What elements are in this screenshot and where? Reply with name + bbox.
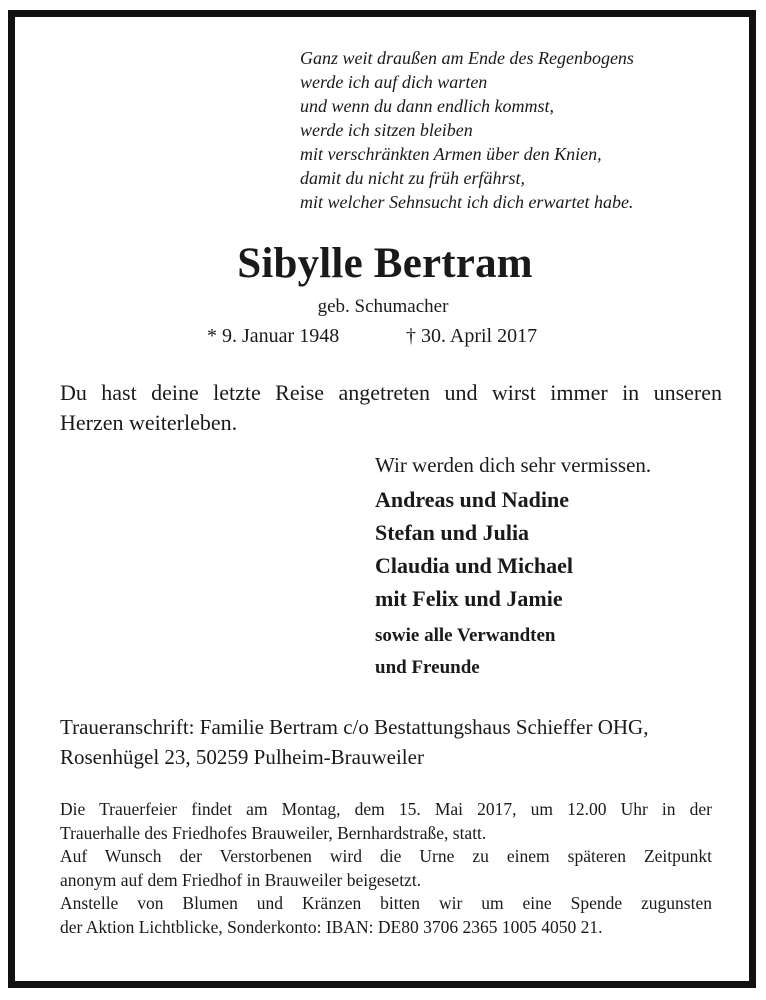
relatives-text: und Freunde <box>375 657 480 678</box>
address-line: Traueranschrift: Familie Bertram c/o Bestattungshaus Schieffer OHG, <box>60 715 649 739</box>
details-line: anonym auf dem Friedhof in Brauweiler beigesetzt. <box>60 869 422 890</box>
mourner-name: Claudia und Michael <box>375 553 574 578</box>
poem-line: damit du nicht zu früh erfährst, <box>300 168 526 188</box>
maiden-name: geb. Schumacher <box>317 296 449 317</box>
farewell-message <box>60 378 722 438</box>
details-line: Trauerhalle des Friedhofes Brauweiler, Bernhardstraße, statt. <box>60 822 487 843</box>
mourner-name: Stefan und Julia <box>375 520 530 545</box>
poem-line: Ganz weit draußen am Ende des Regenbogens <box>300 48 634 68</box>
details-line: der Aktion Lichtblicke, Sonderkonto: IBAN: DE80 3706 2365 1005 4050 21. <box>60 916 603 937</box>
farewell-line: Herzen weiterleben. <box>60 410 238 435</box>
memorial-poem <box>300 46 740 214</box>
details-line: Anstelle von Blumen und Kränzen bitten wir um eine Spende zugunsten <box>60 893 712 913</box>
details-line: Die Trauerfeier findet am Montag, dem 15. Mai 2017, um 12.00 Uhr in der <box>60 799 712 819</box>
poem-line: und wenn du dann endlich kommst, <box>300 96 554 116</box>
address-line: Rosenhügel 23, 50259 Pulheim-Brauweiler <box>60 745 424 769</box>
death-date: † 30. April 2017 <box>406 325 538 347</box>
poem-line: mit verschränkten Armen über den Knien, <box>300 144 602 164</box>
mourner-name: Andreas und Nadine <box>375 487 569 512</box>
farewell-line: Du hast deine letzte Reise angetreten und wirst immer in unseren <box>60 380 722 405</box>
relatives-text: sowie alle Verwandten <box>375 625 556 646</box>
poem-line: mit welcher Sehnsucht ich dich erwartet habe. <box>300 192 634 212</box>
funeral-details <box>60 798 712 939</box>
poem-line: werde ich auf dich warten <box>300 72 488 92</box>
relatives-line <box>375 620 556 684</box>
poem-line: werde ich sitzen bleiben <box>300 120 473 140</box>
birth-date: * 9. Januar 1948 <box>207 325 340 347</box>
deceased-name: Sibylle Bertram <box>237 240 533 287</box>
details-line: Auf Wunsch der Verstorbenen wird die Urne zu einem späteren Zeitpunkt <box>60 846 712 866</box>
mourner-name: mit Felix und Jamie <box>375 586 563 611</box>
mourners-list <box>375 483 573 615</box>
miss-you-text: Wir werden dich sehr vermissen. <box>375 453 652 477</box>
mourning-address <box>60 712 722 772</box>
